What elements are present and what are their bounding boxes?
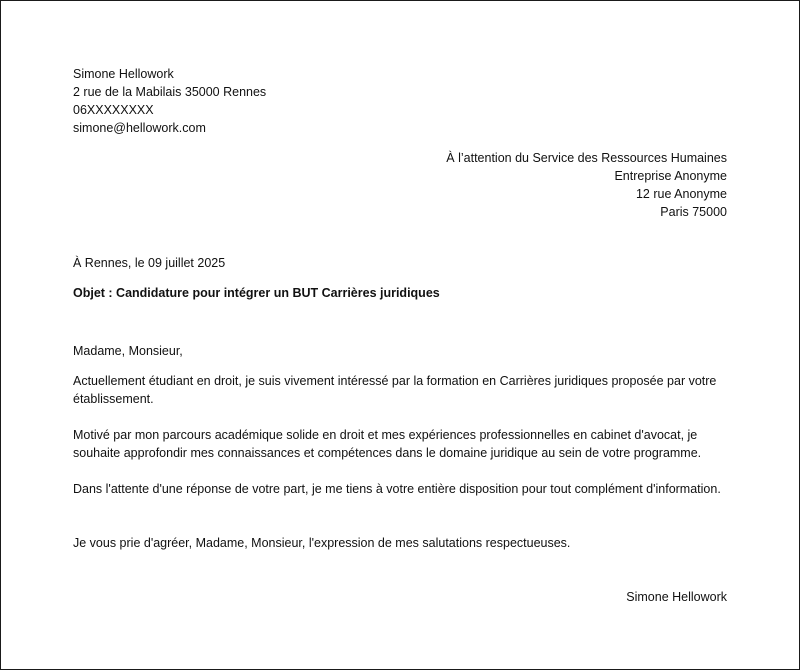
sender-address: 2 rue de la Mabilais 35000 Rennes [73,85,267,99]
recipient-block [446,149,727,221]
recipient-city: Paris 75000 [660,205,727,219]
place-date: À Rennes, le 09 juillet 2025 [73,256,226,270]
body-paragraph-2: Motivé par mon parcours académique solide en droit et mes expériences professionnelles en cabinet d'avocat, je souhaite approfondir mes connaissances et compétences dans le domaine juridique au sein de votre programme. [73,428,702,460]
sender-name: Simone Hellowork [73,67,174,81]
sender-email: simone@hellowork.com [73,121,206,135]
recipient-street: 12 rue Anonyme [635,187,727,201]
body-paragraph-3: Dans l'attente d'une réponse de votre part, je me tiens à votre entière disposition pour tout complément d'information. [73,482,721,496]
closing-paragraph: Je vous prie d'agréer, Madame, Monsieur, l'expression de mes salutations respectueuses. [73,536,571,550]
body-paragraph-1: Actuellement étudiant en droit, je suis vivement intéressé par la formation en Carrières juridiques proposée par votre établissement. [73,374,717,406]
sender-phone: 06XXXXXXXX [73,103,154,117]
recipient-attention: À l’attention du Service des Ressources Humaines [446,151,727,165]
signature: Simone Hellowork [626,590,727,604]
recipient-company: Entreprise Anonyme [614,169,727,183]
letter-subject: Objet : Candidature pour intégrer un BUT Carrières juridiques [73,286,440,300]
salutation: Madame, Monsieur, [73,344,183,358]
sender-block [73,65,266,137]
